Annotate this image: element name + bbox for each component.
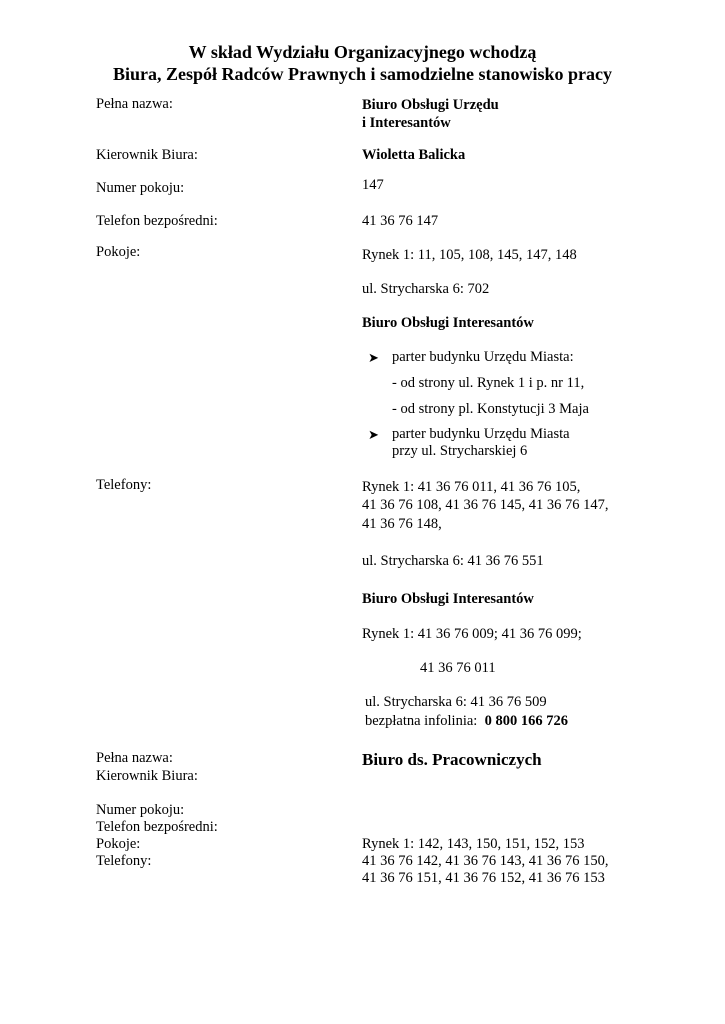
phones-line3: 41 36 76 148,: [362, 516, 442, 532]
s2-manager-label: Kierownik Biura:: [96, 768, 198, 784]
phones-line2: 41 36 76 108, 41 36 76 145, 41 36 76 147,: [362, 497, 609, 513]
infoline-label: bezpłatna infolinia:: [365, 713, 478, 729]
s2-phones-line2: 41 36 76 151, 41 36 76 152, 41 36 76 153: [362, 870, 605, 886]
s2-room-number-label: Numer pokoju:: [96, 802, 185, 818]
boi-rynek-phones: Rynek 1: 41 36 76 009; 41 36 76 099;: [362, 626, 582, 642]
bullet2-line1: parter budynku Urzędu Miasta: [392, 426, 570, 442]
bullet2-line2: przy ul. Strycharskiej 6: [392, 443, 528, 459]
boi-strycharska-phone: ul. Strycharska 6: 41 36 76 509: [365, 694, 547, 710]
bullet1-text: parter budynku Urzędu Miasta:: [392, 349, 574, 365]
rooms-label: Pokoje:: [96, 244, 141, 260]
full-name-value-line2: i Interesantów: [362, 115, 451, 131]
boi-heading-2: Biuro Obsługi Interesantów: [362, 591, 534, 607]
bullet1-sub1: - od strony ul. Rynek 1 i p. nr 11,: [392, 375, 585, 391]
arrow-bullet-icon: ➤: [368, 350, 379, 365]
boi-heading: Biuro Obsługi Interesantów: [362, 315, 534, 331]
page-title-line2: Biura, Zespół Radców Prawnych i samodzielne stanowisko pracy: [112, 64, 613, 84]
full-name-label: Pełna nazwa:: [96, 96, 173, 112]
direct-phone-label: Telefon bezpośredni:: [96, 213, 218, 229]
rooms-strycharska: ul. Strycharska 6: 702: [362, 281, 490, 297]
boi-rynek-phones-2: 41 36 76 011: [420, 660, 496, 676]
bullet1-sub2: - od strony pl. Konstytucji 3 Maja: [392, 401, 589, 417]
s2-phones-label: Telefony:: [96, 853, 152, 869]
manager-label: Kierownik Biura:: [96, 147, 198, 163]
s2-rooms-label: Pokoje:: [96, 836, 141, 852]
room-number-value: 147: [362, 177, 384, 193]
phones-line1: Rynek 1: 41 36 76 011, 41 36 76 105,: [362, 479, 581, 495]
room-number-label: Numer pokoju:: [96, 180, 185, 196]
phones-strycharska: ul. Strycharska 6: 41 36 76 551: [362, 553, 544, 569]
s2-full-name-value: Biuro ds. Pracowniczych: [362, 750, 542, 769]
s2-rooms-value: Rynek 1: 142, 143, 150, 151, 152, 153: [362, 836, 585, 852]
direct-phone-value: 41 36 76 147: [362, 213, 439, 229]
page-title-line1: W skład Wydziału Organizacyjnego wchodzą: [188, 42, 537, 62]
manager-value: Wioletta Balicka: [362, 147, 466, 163]
rooms-rynek: Rynek 1: 11, 105, 108, 145, 147, 148: [362, 247, 577, 263]
phones-label: Telefony:: [96, 477, 152, 493]
s2-direct-phone-label: Telefon bezpośredni:: [96, 819, 218, 835]
full-name-value-line1: Biuro Obsługi Urzędu: [362, 97, 499, 113]
infoline: [365, 713, 568, 730]
s2-full-name-label: Pełna nazwa:: [96, 750, 173, 766]
arrow-bullet-icon: ➤: [368, 427, 379, 442]
infoline-number: 0 800 166 726: [484, 713, 568, 729]
s2-phones-line1: 41 36 76 142, 41 36 76 143, 41 36 76 150,: [362, 853, 609, 869]
